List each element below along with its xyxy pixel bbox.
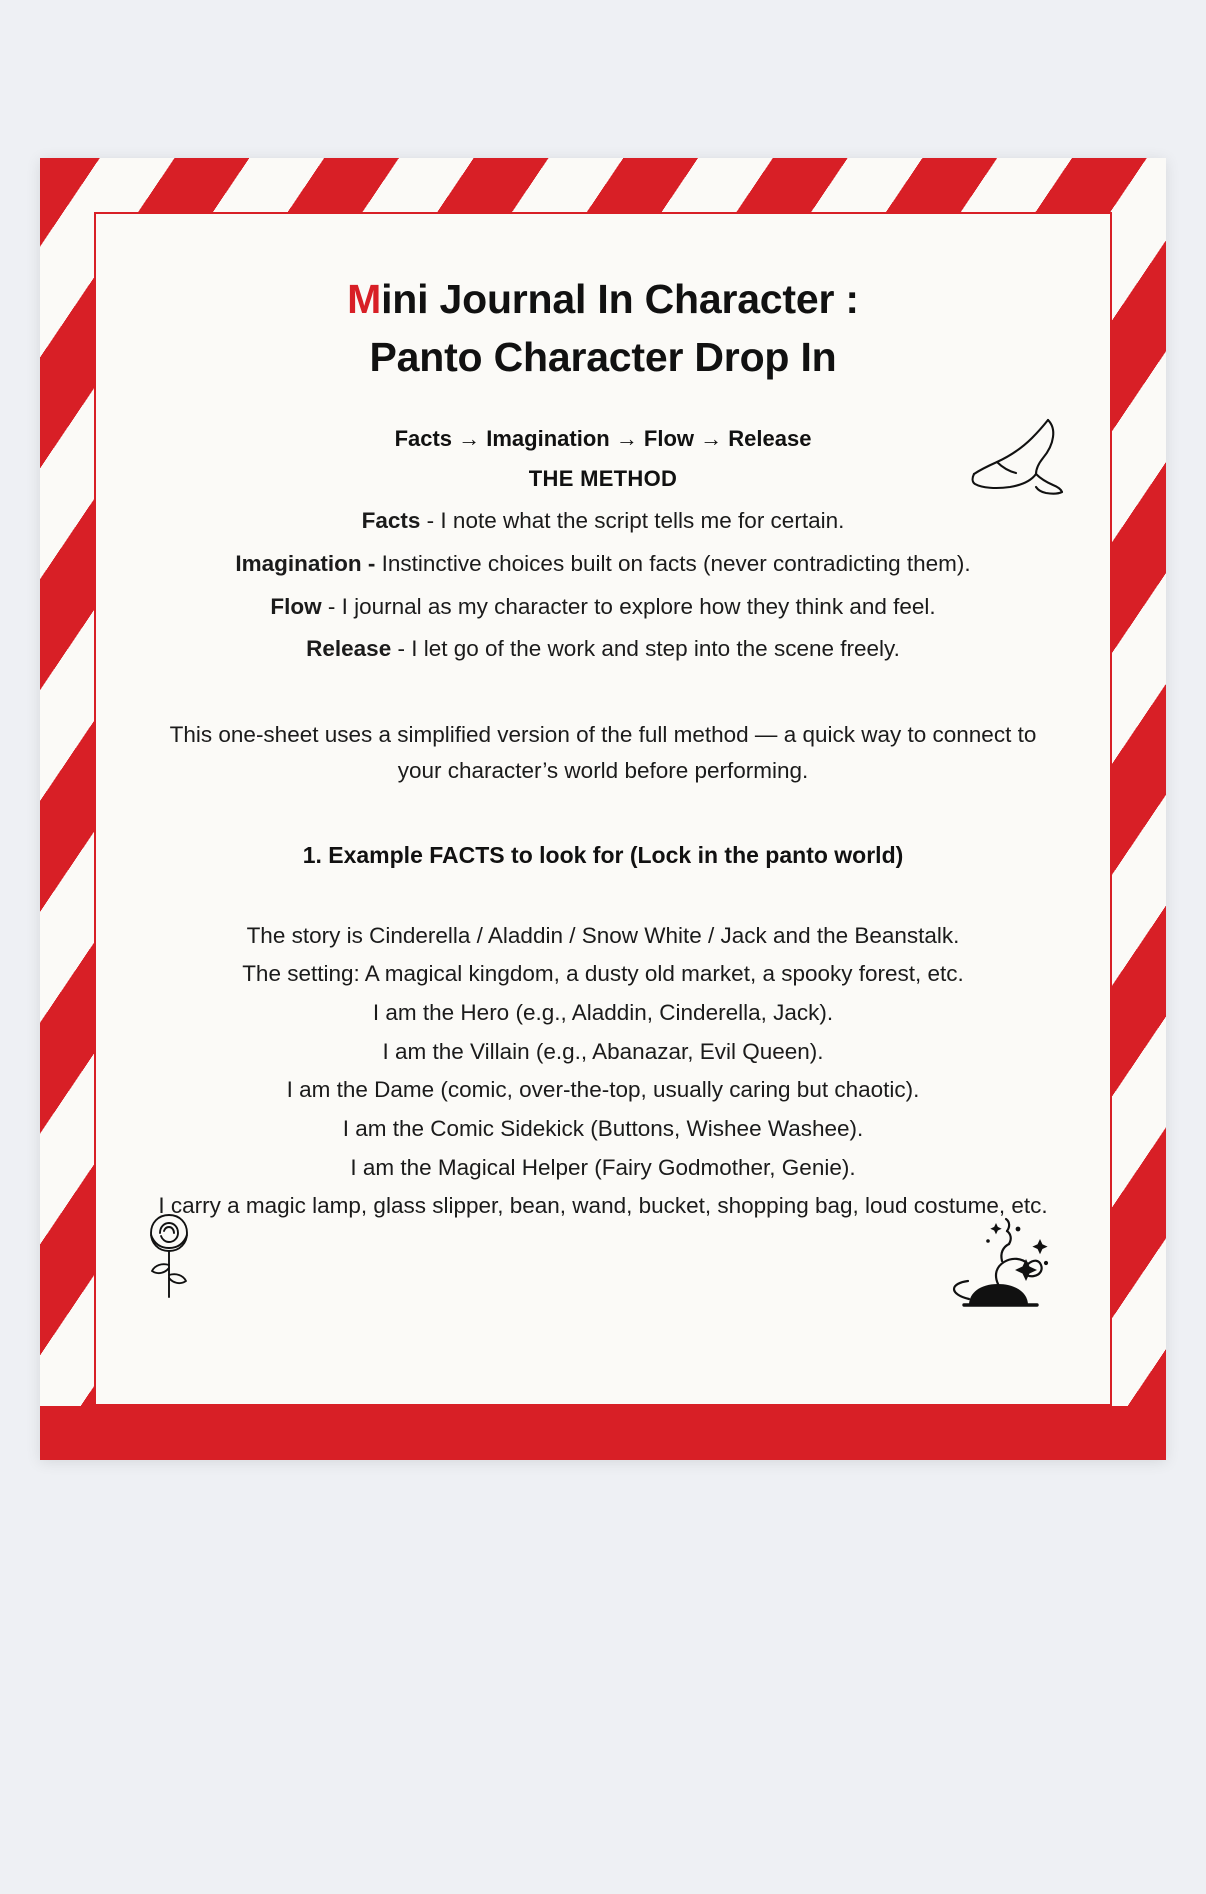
method-term-imagination: Imagination - (235, 550, 376, 576)
sheet-content (96, 214, 1110, 1404)
title-line2: Panto Character Drop In (369, 334, 837, 381)
facts-list-item: The setting: A magical kingdom, a dusty old market, a spooky forest, etc. (242, 961, 964, 987)
facts-list-item: I am the Villain (e.g., Abanazar, Evil Queen). (382, 1038, 824, 1064)
facts-list-item: The story is Cinderella / Aladdin / Snow White / Jack and the Beanstalk. (246, 922, 960, 948)
poster-card (40, 158, 1166, 1460)
title-initial-cap: M (347, 276, 382, 322)
method-term-flow: Flow (270, 593, 322, 619)
inner-paper-panel (94, 212, 1112, 1406)
intro-paragraph: This one-sheet uses a simplified version of the full method — a quick way to connect to your character’s world before performing. (169, 721, 1037, 784)
method-term-facts: Facts (361, 508, 421, 534)
method-chain: Facts → Imagination → Flow → Release (394, 426, 812, 452)
method-sep-release: - (391, 636, 412, 662)
method-heading: THE METHOD (528, 466, 678, 492)
method-item-flow (134, 594, 1072, 621)
genie-lamp-icon (942, 1201, 1064, 1326)
title-spacer (134, 386, 1072, 428)
high-heel-shoe-icon (966, 412, 1070, 507)
facts-list-item: I am the Dame (comic, over-the-top, usually caring but chaotic). (286, 1077, 920, 1103)
facts-list-item: I am the Comic Sidekick (Buttons, Wishee Washee). (342, 1115, 864, 1141)
facts-list-item: I carry a magic lamp, glass slipper, bean, wand, bucket, shopping bag, loud costume, etc. (158, 1193, 1048, 1219)
method-text-release: I let go of the work and step into the scene freely. (411, 636, 900, 662)
method-text-facts: I note what the script tells me for certain. (440, 508, 845, 534)
rose-icon (138, 1207, 200, 1308)
method-sep-facts: - (420, 508, 441, 534)
method-sep-flow: - (321, 593, 342, 619)
facts-list-item: I am the Hero (e.g., Aladdin, Cinderella, Jack). (372, 999, 834, 1025)
method-item-release (134, 636, 1072, 663)
facts-list (148, 917, 1058, 1227)
page-title (134, 214, 1072, 386)
bottom-red-band (40, 1406, 1166, 1460)
facts-list-item: I am the Magical Helper (Fairy Godmother, Genie). (350, 1154, 856, 1180)
method-text-flow: I journal as my character to explore how they think and feel. (341, 593, 936, 619)
method-text-imagination: Instinctive choices built on facts (never contradicting them). (381, 550, 971, 576)
title-line1-rest: ini Journal In Character : (381, 276, 859, 322)
section-heading-facts: 1. Example FACTS to look for (Lock in the panto world) (302, 841, 904, 868)
method-item-imagination (134, 551, 1072, 578)
method-item-facts (134, 508, 1072, 535)
method-term-release: Release (306, 636, 392, 662)
